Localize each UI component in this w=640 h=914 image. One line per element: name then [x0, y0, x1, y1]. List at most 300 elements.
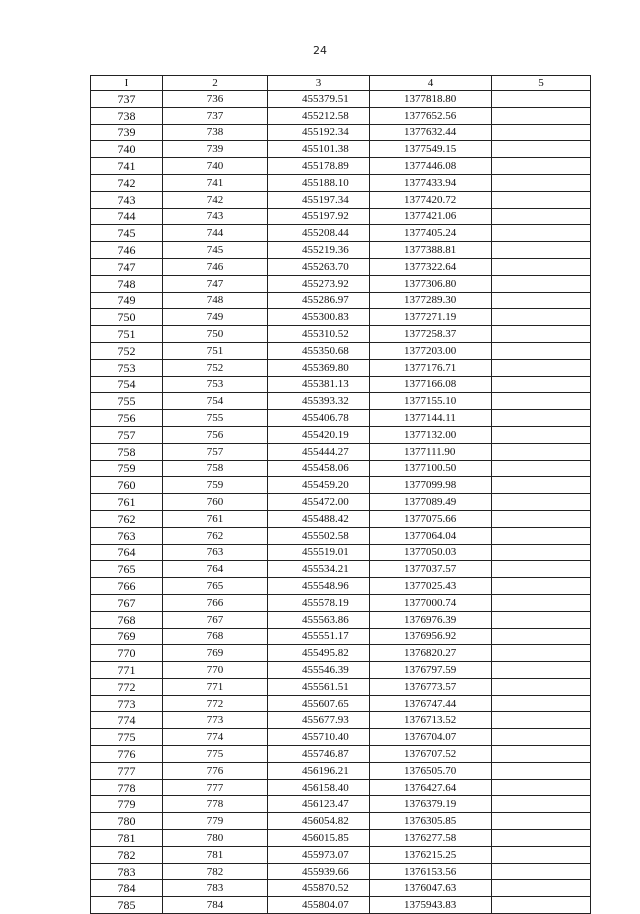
cell-coordinate-y: 1377037.57: [370, 561, 492, 578]
cell-point-number: 756: [91, 410, 163, 427]
cell-coordinate-y: 1376713.52: [370, 712, 492, 729]
cell-point-number: 768: [91, 611, 163, 628]
cell-point-number: 769: [91, 628, 163, 645]
cell-note: [492, 645, 591, 662]
cell-note: [492, 208, 591, 225]
cell-coordinate-x: 455219.36: [268, 242, 370, 259]
header-col-5: 5: [492, 76, 591, 91]
cell-coordinate-y: 1377388.81: [370, 242, 492, 259]
cell-note: [492, 880, 591, 897]
table-row: [91, 897, 591, 914]
cell-coordinate-x: 455502.58: [268, 527, 370, 544]
cell-note: [492, 796, 591, 813]
table-row: [91, 191, 591, 208]
cell-coordinate-y: 1377549.15: [370, 141, 492, 158]
cell-previous-point: 750: [163, 326, 268, 343]
table-row: [91, 880, 591, 897]
cell-coordinate-x: 455188.10: [268, 174, 370, 191]
header-col-2: 2: [163, 76, 268, 91]
cell-point-number: 743: [91, 191, 163, 208]
table-row: [91, 796, 591, 813]
cell-previous-point: 773: [163, 712, 268, 729]
cell-previous-point: 744: [163, 225, 268, 242]
table-row: [91, 174, 591, 191]
cell-coordinate-y: 1377144.11: [370, 410, 492, 427]
cell-coordinate-y: 1376747.44: [370, 695, 492, 712]
cell-note: [492, 594, 591, 611]
cell-coordinate-y: 1377176.71: [370, 359, 492, 376]
cell-point-number: 744: [91, 208, 163, 225]
cell-note: [492, 678, 591, 695]
cell-coordinate-y: 1377111.90: [370, 443, 492, 460]
cell-point-number: 785: [91, 897, 163, 914]
table-body: [91, 91, 591, 914]
cell-point-number: 780: [91, 813, 163, 830]
cell-coordinate-x: 455548.96: [268, 578, 370, 595]
cell-previous-point: 766: [163, 594, 268, 611]
table-row: [91, 158, 591, 175]
cell-point-number: 764: [91, 544, 163, 561]
cell-coordinate-x: 455197.34: [268, 191, 370, 208]
table-row: [91, 527, 591, 544]
cell-coordinate-x: 455101.38: [268, 141, 370, 158]
cell-coordinate-y: 1377258.37: [370, 326, 492, 343]
cell-previous-point: 783: [163, 880, 268, 897]
cell-note: [492, 712, 591, 729]
cell-note: [492, 393, 591, 410]
cell-previous-point: 758: [163, 460, 268, 477]
cell-point-number: 750: [91, 309, 163, 326]
cell-note: [492, 863, 591, 880]
cell-coordinate-x: 455459.20: [268, 477, 370, 494]
cell-note: [492, 275, 591, 292]
cell-coordinate-x: 455710.40: [268, 729, 370, 746]
cell-previous-point: 755: [163, 410, 268, 427]
cell-note: [492, 141, 591, 158]
cell-point-number: 745: [91, 225, 163, 242]
cell-coordinate-x: 455178.89: [268, 158, 370, 175]
header-col-4: 4: [370, 76, 492, 91]
cell-coordinate-y: 1377064.04: [370, 527, 492, 544]
table-row: [91, 443, 591, 460]
table-row: [91, 275, 591, 292]
cell-coordinate-y: 1376773.57: [370, 678, 492, 695]
cell-coordinate-x: 455393.32: [268, 393, 370, 410]
cell-note: [492, 174, 591, 191]
cell-coordinate-x: 455197.92: [268, 208, 370, 225]
cell-note: [492, 779, 591, 796]
cell-coordinate-x: 455444.27: [268, 443, 370, 460]
cell-coordinate-x: 455578.19: [268, 594, 370, 611]
cell-coordinate-x: 455746.87: [268, 746, 370, 763]
cell-previous-point: 754: [163, 393, 268, 410]
cell-note: [492, 342, 591, 359]
cell-point-number: 773: [91, 695, 163, 712]
cell-coordinate-x: 455208.44: [268, 225, 370, 242]
cell-coordinate-y: 1376305.85: [370, 813, 492, 830]
page-number: 24: [313, 44, 327, 57]
cell-previous-point: 736: [163, 91, 268, 108]
cell-point-number: 775: [91, 729, 163, 746]
cell-previous-point: 742: [163, 191, 268, 208]
cell-coordinate-y: 1376427.64: [370, 779, 492, 796]
cell-note: [492, 359, 591, 376]
cell-previous-point: 749: [163, 309, 268, 326]
cell-note: [492, 897, 591, 914]
cell-point-number: 784: [91, 880, 163, 897]
cell-coordinate-y: 1377322.64: [370, 258, 492, 275]
cell-coordinate-y: 1377446.08: [370, 158, 492, 175]
cell-point-number: 753: [91, 359, 163, 376]
cell-coordinate-y: 1376153.56: [370, 863, 492, 880]
table-row: [91, 91, 591, 108]
cell-point-number: 751: [91, 326, 163, 343]
cell-note: [492, 762, 591, 779]
cell-previous-point: 761: [163, 510, 268, 527]
cell-note: [492, 813, 591, 830]
cell-coordinate-y: 1376379.19: [370, 796, 492, 813]
cell-coordinate-y: 1377818.80: [370, 91, 492, 108]
cell-point-number: 749: [91, 292, 163, 309]
cell-coordinate-x: 455519.01: [268, 544, 370, 561]
cell-coordinate-y: 1376820.27: [370, 645, 492, 662]
cell-coordinate-x: 455561.51: [268, 678, 370, 695]
cell-note: [492, 258, 591, 275]
cell-previous-point: 737: [163, 107, 268, 124]
table-row: [91, 242, 591, 259]
table-row: [91, 762, 591, 779]
cell-note: [492, 124, 591, 141]
cell-previous-point: 784: [163, 897, 268, 914]
cell-previous-point: 775: [163, 746, 268, 763]
cell-coordinate-y: 1377155.10: [370, 393, 492, 410]
cell-coordinate-y: 1376047.63: [370, 880, 492, 897]
cell-coordinate-y: 1377050.03: [370, 544, 492, 561]
cell-coordinate-x: 455310.52: [268, 326, 370, 343]
table-row: [91, 863, 591, 880]
cell-coordinate-x: 456196.21: [268, 762, 370, 779]
cell-point-number: 776: [91, 746, 163, 763]
table-row: [91, 342, 591, 359]
cell-previous-point: 751: [163, 342, 268, 359]
cell-point-number: 779: [91, 796, 163, 813]
cell-coordinate-y: 1376797.59: [370, 662, 492, 679]
cell-note: [492, 477, 591, 494]
cell-note: [492, 191, 591, 208]
cell-point-number: 762: [91, 510, 163, 527]
cell-coordinate-x: 455406.78: [268, 410, 370, 427]
cell-coordinate-y: 1377433.94: [370, 174, 492, 191]
cell-note: [492, 510, 591, 527]
cell-note: [492, 292, 591, 309]
cell-point-number: 766: [91, 578, 163, 595]
header-row: [91, 76, 591, 91]
cell-note: [492, 242, 591, 259]
cell-coordinate-x: 455563.86: [268, 611, 370, 628]
table-row: [91, 846, 591, 863]
cell-previous-point: 777: [163, 779, 268, 796]
cell-point-number: 760: [91, 477, 163, 494]
cell-previous-point: 747: [163, 275, 268, 292]
cell-previous-point: 767: [163, 611, 268, 628]
table-row: [91, 544, 591, 561]
cell-coordinate-x: 455939.66: [268, 863, 370, 880]
cell-previous-point: 746: [163, 258, 268, 275]
cell-previous-point: 743: [163, 208, 268, 225]
cell-previous-point: 740: [163, 158, 268, 175]
cell-coordinate-y: 1376505.70: [370, 762, 492, 779]
cell-note: [492, 611, 591, 628]
cell-point-number: 778: [91, 779, 163, 796]
table-row: [91, 477, 591, 494]
cell-point-number: 747: [91, 258, 163, 275]
cell-note: [492, 107, 591, 124]
cell-coordinate-y: 1376215.25: [370, 846, 492, 863]
cell-previous-point: 757: [163, 443, 268, 460]
cell-coordinate-y: 1377632.44: [370, 124, 492, 141]
table-row: [91, 594, 591, 611]
cell-note: [492, 628, 591, 645]
cell-previous-point: 770: [163, 662, 268, 679]
cell-coordinate-y: 1377420.72: [370, 191, 492, 208]
table-row: [91, 292, 591, 309]
cell-coordinate-y: 1377099.98: [370, 477, 492, 494]
cell-note: [492, 561, 591, 578]
cell-previous-point: 765: [163, 578, 268, 595]
cell-coordinate-x: 455300.83: [268, 309, 370, 326]
cell-coordinate-y: 1377271.19: [370, 309, 492, 326]
cell-note: [492, 326, 591, 343]
cell-coordinate-x: 455546.39: [268, 662, 370, 679]
cell-coordinate-x: 455472.00: [268, 494, 370, 511]
table-row: [91, 393, 591, 410]
cell-coordinate-y: 1377421.06: [370, 208, 492, 225]
cell-coordinate-y: 1377100.50: [370, 460, 492, 477]
table-row: [91, 611, 591, 628]
cell-coordinate-y: 1377075.66: [370, 510, 492, 527]
table-row: [91, 410, 591, 427]
table-row: [91, 746, 591, 763]
cell-previous-point: 739: [163, 141, 268, 158]
cell-point-number: 746: [91, 242, 163, 259]
cell-coordinate-y: 1376704.07: [370, 729, 492, 746]
table-row: [91, 813, 591, 830]
cell-point-number: 761: [91, 494, 163, 511]
cell-coordinate-x: 455420.19: [268, 426, 370, 443]
cell-previous-point: 756: [163, 426, 268, 443]
cell-coordinate-x: 455379.51: [268, 91, 370, 108]
cell-coordinate-y: 1377306.80: [370, 275, 492, 292]
cell-coordinate-x: 455192.34: [268, 124, 370, 141]
cell-coordinate-y: 1377000.74: [370, 594, 492, 611]
cell-coordinate-y: 1377025.43: [370, 578, 492, 595]
cell-previous-point: 753: [163, 376, 268, 393]
table-row: [91, 494, 591, 511]
table-row: [91, 662, 591, 679]
cell-point-number: 782: [91, 846, 163, 863]
cell-coordinate-x: 455677.93: [268, 712, 370, 729]
cell-point-number: 742: [91, 174, 163, 191]
cell-coordinate-y: 1377289.30: [370, 292, 492, 309]
cell-note: [492, 426, 591, 443]
cell-coordinate-x: 455551.17: [268, 628, 370, 645]
table-row: [91, 628, 591, 645]
cell-coordinate-x: 455263.70: [268, 258, 370, 275]
cell-coordinate-x: 455534.21: [268, 561, 370, 578]
header-col-1: I: [91, 76, 163, 91]
cell-note: [492, 410, 591, 427]
cell-coordinate-y: 1376956.92: [370, 628, 492, 645]
cell-coordinate-x: 455973.07: [268, 846, 370, 863]
cell-note: [492, 746, 591, 763]
cell-previous-point: 772: [163, 695, 268, 712]
coordinates-table: [90, 75, 591, 914]
cell-previous-point: 759: [163, 477, 268, 494]
cell-coordinate-x: 455458.06: [268, 460, 370, 477]
cell-note: [492, 443, 591, 460]
cell-coordinate-y: 1376976.39: [370, 611, 492, 628]
table-row: [91, 712, 591, 729]
table-row: [91, 729, 591, 746]
cell-note: [492, 578, 591, 595]
cell-coordinate-x: 455804.07: [268, 897, 370, 914]
cell-previous-point: 748: [163, 292, 268, 309]
table-row: [91, 510, 591, 527]
cell-point-number: 759: [91, 460, 163, 477]
cell-previous-point: 764: [163, 561, 268, 578]
table-row: [91, 107, 591, 124]
cell-point-number: 774: [91, 712, 163, 729]
cell-previous-point: 776: [163, 762, 268, 779]
cell-previous-point: 780: [163, 830, 268, 847]
cell-point-number: 740: [91, 141, 163, 158]
cell-coordinate-y: 1377652.56: [370, 107, 492, 124]
cell-previous-point: 741: [163, 174, 268, 191]
cell-point-number: 748: [91, 275, 163, 292]
cell-note: [492, 830, 591, 847]
cell-coordinate-x: 455273.92: [268, 275, 370, 292]
table-row: [91, 695, 591, 712]
cell-previous-point: 768: [163, 628, 268, 645]
cell-point-number: 741: [91, 158, 163, 175]
cell-point-number: 738: [91, 107, 163, 124]
table-row: [91, 578, 591, 595]
cell-coordinate-x: 455350.68: [268, 342, 370, 359]
table-row: [91, 258, 591, 275]
cell-previous-point: 779: [163, 813, 268, 830]
cell-coordinate-x: 455286.97: [268, 292, 370, 309]
cell-point-number: 771: [91, 662, 163, 679]
table-row: [91, 376, 591, 393]
cell-coordinate-y: 1376277.58: [370, 830, 492, 847]
table-row: [91, 779, 591, 796]
cell-coordinate-y: 1377203.00: [370, 342, 492, 359]
cell-point-number: 772: [91, 678, 163, 695]
cell-point-number: 765: [91, 561, 163, 578]
cell-coordinate-x: 455381.13: [268, 376, 370, 393]
cell-previous-point: 769: [163, 645, 268, 662]
table-row: [91, 309, 591, 326]
cell-point-number: 783: [91, 863, 163, 880]
cell-point-number: 781: [91, 830, 163, 847]
table-row: [91, 141, 591, 158]
cell-point-number: 739: [91, 124, 163, 141]
cell-point-number: 755: [91, 393, 163, 410]
cell-point-number: 777: [91, 762, 163, 779]
cell-point-number: 770: [91, 645, 163, 662]
table-row: [91, 326, 591, 343]
cell-point-number: 763: [91, 527, 163, 544]
cell-coordinate-x: 455607.65: [268, 695, 370, 712]
cell-note: [492, 544, 591, 561]
table-row: [91, 678, 591, 695]
cell-coordinate-x: 456123.47: [268, 796, 370, 813]
cell-point-number: 767: [91, 594, 163, 611]
cell-note: [492, 158, 591, 175]
cell-coordinate-x: 455369.80: [268, 359, 370, 376]
cell-note: [492, 695, 591, 712]
cell-coordinate-x: 456158.40: [268, 779, 370, 796]
table-row: [91, 561, 591, 578]
cell-coordinate-y: 1377132.00: [370, 426, 492, 443]
cell-point-number: 754: [91, 376, 163, 393]
table-row: [91, 208, 591, 225]
cell-coordinate-y: 1376707.52: [370, 746, 492, 763]
cell-coordinate-y: 1377089.49: [370, 494, 492, 511]
cell-previous-point: 738: [163, 124, 268, 141]
cell-previous-point: 762: [163, 527, 268, 544]
cell-point-number: 752: [91, 342, 163, 359]
table-row: [91, 426, 591, 443]
cell-previous-point: 760: [163, 494, 268, 511]
cell-note: [492, 376, 591, 393]
cell-coordinate-x: 455212.58: [268, 107, 370, 124]
cell-previous-point: 781: [163, 846, 268, 863]
cell-note: [492, 460, 591, 477]
cell-coordinate-y: 1375943.83: [370, 897, 492, 914]
cell-previous-point: 745: [163, 242, 268, 259]
table-row: [91, 830, 591, 847]
cell-note: [492, 91, 591, 108]
table-row: [91, 124, 591, 141]
cell-coordinate-x: 455870.52: [268, 880, 370, 897]
cell-previous-point: 763: [163, 544, 268, 561]
cell-note: [492, 309, 591, 326]
table-row: [91, 225, 591, 242]
cell-coordinate-x: 455488.42: [268, 510, 370, 527]
cell-previous-point: 778: [163, 796, 268, 813]
cell-coordinate-y: 1377166.08: [370, 376, 492, 393]
table-row: [91, 460, 591, 477]
cell-coordinate-y: 1377405.24: [370, 225, 492, 242]
table-row: [91, 645, 591, 662]
cell-previous-point: 752: [163, 359, 268, 376]
cell-point-number: 757: [91, 426, 163, 443]
cell-note: [492, 494, 591, 511]
cell-point-number: 758: [91, 443, 163, 460]
cell-note: [492, 662, 591, 679]
cell-note: [492, 846, 591, 863]
table-header: [91, 76, 591, 91]
cell-coordinate-x: 456015.85: [268, 830, 370, 847]
cell-note: [492, 527, 591, 544]
header-col-3: 3: [268, 76, 370, 91]
cell-previous-point: 782: [163, 863, 268, 880]
cell-point-number: 737: [91, 91, 163, 108]
cell-previous-point: 774: [163, 729, 268, 746]
table-row: [91, 359, 591, 376]
cell-coordinate-x: 455495.82: [268, 645, 370, 662]
